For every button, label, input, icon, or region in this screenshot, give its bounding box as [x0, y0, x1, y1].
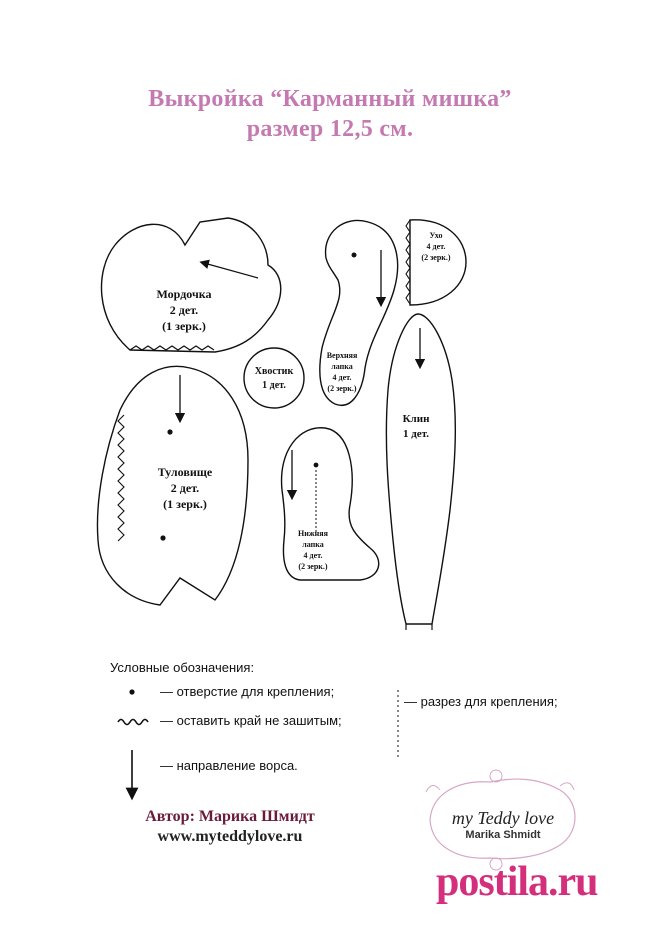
body-piece: [97, 366, 248, 605]
legend-arrow-text: — направление ворса.: [160, 758, 298, 773]
ear-count: 4 дет.: [426, 242, 446, 251]
gusset-count: 1 дет.: [402, 428, 430, 440]
legend-slit-text: — разрез для крепления;: [404, 694, 558, 709]
muzzle-piece: [101, 218, 280, 352]
muzzle-name: Мордочка: [156, 287, 212, 301]
tail-name: Хвостик: [254, 366, 294, 377]
watermark: postila.ru: [436, 859, 598, 905]
upper-paw-count: 4 дет.: [332, 373, 352, 382]
body-mirror: (1 зерк.): [163, 497, 207, 511]
legend-symbols: [118, 689, 398, 794]
legend-wavy-symbol: [118, 720, 148, 725]
gusset-name: Клин: [402, 413, 430, 425]
legend-wavy-text: — оставить край не зашитым;: [160, 713, 342, 728]
page-title: Выкройка “Карманный мишка”: [148, 86, 512, 112]
body-name: Туловище: [157, 465, 213, 479]
lower-paw-name: Нижняя: [298, 529, 328, 538]
legend-heading: Условные обозначения:: [110, 660, 255, 675]
ear-mirror: (2 зерк.): [421, 253, 451, 262]
lower-paw-name2: лапка: [302, 540, 324, 549]
legend-dot-text: — отверстие для крепления;: [160, 684, 335, 699]
lower-paw-piece: [282, 428, 379, 580]
logo-brand: my Teddy love: [451, 808, 555, 828]
tail-piece: [244, 348, 304, 408]
upper-paw-name2: лапка: [331, 362, 353, 371]
muzzle-mirror: (1 зерк.): [162, 319, 206, 333]
upper-paw-piece: [320, 220, 398, 405]
muzzle-count: 2 дет.: [169, 303, 199, 317]
legend-dot-symbol: [129, 689, 134, 694]
lower-paw-mirror: (2 зерк.): [298, 562, 328, 571]
author-line: Автор: Марика Шмидт: [145, 808, 315, 825]
author-site: www.myteddylove.ru: [157, 828, 303, 845]
upper-paw-name: Верхняя: [326, 351, 358, 360]
tail-count: 1 дет.: [262, 380, 286, 391]
lower-paw-count: 4 дет.: [303, 551, 323, 560]
ear-piece: [406, 220, 466, 305]
body-count: 2 дет.: [170, 481, 200, 495]
logo-name: Marika Shmidt: [465, 829, 541, 841]
ear-name: Ухо: [429, 231, 443, 240]
gusset-piece: [386, 314, 455, 630]
upper-paw-mirror: (2 зерк.): [327, 384, 357, 393]
page-subtitle: размер 12,5 см.: [246, 116, 414, 142]
